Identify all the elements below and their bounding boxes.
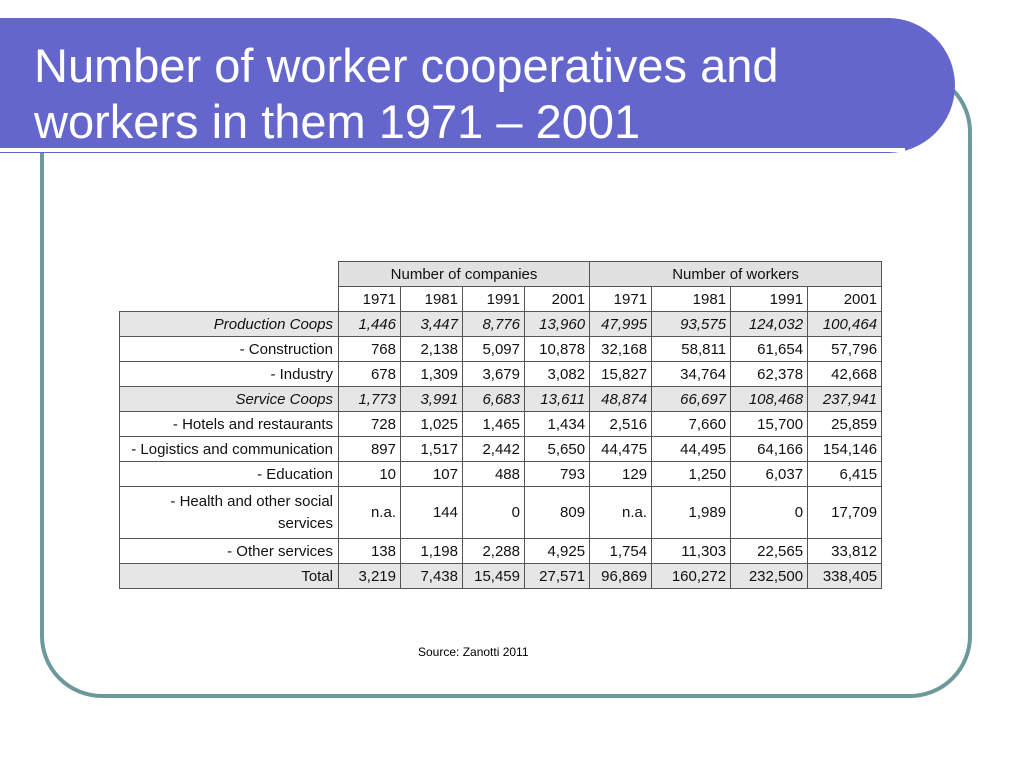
table-cell: 58,811 (652, 337, 731, 362)
table-cell: 57,796 (808, 337, 882, 362)
table-row (120, 487, 882, 539)
table-cell: 15,459 (463, 564, 525, 589)
table-cell: 160,272 (652, 564, 731, 589)
year-header: 2001 (525, 287, 590, 312)
table-cell: 10 (339, 462, 401, 487)
table-row (120, 539, 882, 564)
table-cell: 13,960 (525, 312, 590, 337)
table-cell: 809 (525, 487, 590, 539)
table-cell: 678 (339, 362, 401, 387)
group-header-row (120, 262, 882, 287)
table-row (120, 462, 882, 487)
table-corner (120, 262, 339, 287)
table-cell: 8,776 (463, 312, 525, 337)
row-label: - Industry (120, 362, 339, 387)
table-cell: 22,565 (731, 539, 808, 564)
table-cell: 138 (339, 539, 401, 564)
header-workers: Number of workers (590, 262, 882, 287)
row-label: - Other services (120, 539, 339, 564)
table-cell: 3,679 (463, 362, 525, 387)
table-cell: 768 (339, 337, 401, 362)
table-cell: 34,764 (652, 362, 731, 387)
table-cell: 17,709 (808, 487, 882, 539)
row-label: Service Coops (120, 387, 339, 412)
table-cell: 3,447 (401, 312, 463, 337)
table-row (120, 362, 882, 387)
table-cell: 2,138 (401, 337, 463, 362)
table-cell: 4,925 (525, 539, 590, 564)
table-row (120, 312, 882, 337)
table-cell: 66,697 (652, 387, 731, 412)
title-bar (0, 18, 955, 153)
table-cell: 897 (339, 437, 401, 462)
table-row (120, 412, 882, 437)
title-line-2: workers in them 1971 – 2001 (34, 95, 641, 148)
table-cell: 10,878 (525, 337, 590, 362)
table-cell: 237,941 (808, 387, 882, 412)
table-cell: 3,082 (525, 362, 590, 387)
table-cell: 42,668 (808, 362, 882, 387)
table-cell: 61,654 (731, 337, 808, 362)
year-header-row (120, 287, 882, 312)
table-cell: 2,288 (463, 539, 525, 564)
table-cell: 11,303 (652, 539, 731, 564)
year-header: 1981 (652, 287, 731, 312)
source-note: Source: Zanotti 2011 (418, 645, 529, 659)
table-cell: 107 (401, 462, 463, 487)
table-cell: n.a. (339, 487, 401, 539)
table-cell: 1,025 (401, 412, 463, 437)
table-cell: 144 (401, 487, 463, 539)
row-label: - Construction (120, 337, 339, 362)
table-cell: 44,495 (652, 437, 731, 462)
table-cell: 2,516 (590, 412, 652, 437)
title-underline (0, 148, 905, 152)
table-cell: 100,464 (808, 312, 882, 337)
year-header: 2001 (808, 287, 882, 312)
table-cell: 48,874 (590, 387, 652, 412)
table-cell: 27,571 (525, 564, 590, 589)
table-cell: 793 (525, 462, 590, 487)
row-label: Total (120, 564, 339, 589)
table-cell: 1,517 (401, 437, 463, 462)
table-cell: 488 (463, 462, 525, 487)
table-cell: 154,146 (808, 437, 882, 462)
year-header: 1981 (401, 287, 463, 312)
table-cell: 129 (590, 462, 652, 487)
header-companies: Number of companies (339, 262, 590, 287)
table-corner (120, 287, 339, 312)
table-row (120, 437, 882, 462)
table-cell: n.a. (590, 487, 652, 539)
table-cell: 32,168 (590, 337, 652, 362)
table-cell: 1,754 (590, 539, 652, 564)
table-cell: 1,773 (339, 387, 401, 412)
table-cell: 7,660 (652, 412, 731, 437)
table-cell: 5,097 (463, 337, 525, 362)
cooperatives-table (119, 261, 882, 589)
table-cell: 25,859 (808, 412, 882, 437)
table-cell: 64,166 (731, 437, 808, 462)
table-cell: 3,219 (339, 564, 401, 589)
table-cell: 6,037 (731, 462, 808, 487)
table-cell: 0 (731, 487, 808, 539)
table-cell: 338,405 (808, 564, 882, 589)
table-row (120, 337, 882, 362)
row-label: Production Coops (120, 312, 339, 337)
table-cell: 7,438 (401, 564, 463, 589)
year-header: 1971 (590, 287, 652, 312)
year-header: 1991 (731, 287, 808, 312)
table-cell: 1,446 (339, 312, 401, 337)
row-label: - Health and other social services (120, 487, 339, 539)
row-label: - Logistics and communication (120, 437, 339, 462)
table-cell: 33,812 (808, 539, 882, 564)
title-line-1: Number of worker cooperatives and (34, 39, 779, 92)
table-cell: 13,611 (525, 387, 590, 412)
table-cell: 1,198 (401, 539, 463, 564)
table-cell: 1,434 (525, 412, 590, 437)
table-cell: 124,032 (731, 312, 808, 337)
table-cell: 232,500 (731, 564, 808, 589)
row-label: - Hotels and restaurants (120, 412, 339, 437)
table-cell: 3,991 (401, 387, 463, 412)
total-row (120, 564, 882, 589)
table-cell: 44,475 (590, 437, 652, 462)
table-cell: 6,415 (808, 462, 882, 487)
table-cell: 5,650 (525, 437, 590, 462)
table-cell: 47,995 (590, 312, 652, 337)
table-cell: 728 (339, 412, 401, 437)
table-row (120, 387, 882, 412)
table-cell: 1,465 (463, 412, 525, 437)
year-header: 1971 (339, 287, 401, 312)
table-cell: 96,869 (590, 564, 652, 589)
table-cell: 6,683 (463, 387, 525, 412)
table-cell: 15,827 (590, 362, 652, 387)
table-cell: 108,468 (731, 387, 808, 412)
table-cell: 2,442 (463, 437, 525, 462)
table-cell: 1,309 (401, 362, 463, 387)
table-cell: 15,700 (731, 412, 808, 437)
row-label: - Education (120, 462, 339, 487)
table-cell: 0 (463, 487, 525, 539)
year-header: 1991 (463, 287, 525, 312)
table-cell: 93,575 (652, 312, 731, 337)
table-cell: 62,378 (731, 362, 808, 387)
slide-title (34, 38, 779, 150)
table-cell: 1,250 (652, 462, 731, 487)
table-cell: 1,989 (652, 487, 731, 539)
